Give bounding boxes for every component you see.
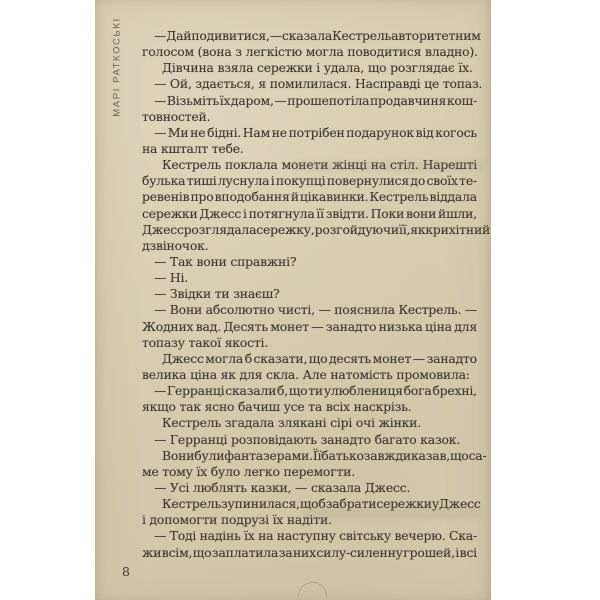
text-line: — Дай подивитися, — сказала Кестрель авторитетним: [154, 28, 481, 43]
text-line: Жодних вад. Десять монет — занадто низька ціна для: [142, 318, 477, 334]
text-line: — Ні.: [154, 270, 189, 286]
text-line: сережки Джесс і потягнула її звідти. Поки вони йшли,: [142, 205, 477, 221]
text-line: жи всім, що заплатила за них силу-силенну грошей, і всі: [142, 544, 477, 560]
text-line: якщо так ясно бачиш усе та всіх наскрізь.: [142, 399, 412, 415]
scan-smudge: [303, 508, 481, 518]
scan-smudge: [293, 161, 483, 171]
text-line: Джесс розглядала сережку, розгойдуючи її, як крихітний: [142, 221, 491, 237]
text-line: — Так вони справжні?: [154, 253, 297, 269]
text-line: Кестрель зупинилася, щоб забрати сережки у Джесс: [162, 496, 481, 512]
text-line: — Звідки ти знаєш?: [154, 286, 280, 302]
text-line: — Герранці розповідають занадто багато казок.: [154, 431, 461, 447]
text-line: — Герранці сказали б, що ти улюблениця бога брехні,: [154, 383, 477, 399]
text-line: топазу такої якості.: [142, 334, 269, 350]
text-line: — Вони абсолютно чисті, — пояснила Кестрель. —: [154, 302, 477, 318]
text-line: і допомогти подрузі їх надіти.: [142, 512, 332, 528]
page-number: 8: [122, 564, 130, 579]
text-line: голосом (вона з легкістю могла поводитися владно).: [142, 44, 478, 60]
text-line: товностей.: [142, 108, 211, 124]
text-line: — Ой, здається, я помилилася. Насправді це топаз.: [154, 76, 483, 92]
text-line: ме тому їх було легко перемогти.: [142, 463, 355, 479]
page-text-block: [142, 28, 491, 561]
text-line: Вони були фантазерами. Її батько завжди казав, що са-: [162, 447, 487, 463]
text-line: Джесс могла б сказати, що десять монет — занадто: [162, 350, 477, 366]
book-page: [95, 0, 491, 600]
scan-artifact-arc: [298, 582, 327, 597]
text-line: дзвіночок.: [142, 237, 209, 253]
text-line: на кшталт тебе.: [142, 140, 244, 156]
text-line: Кестрель згадала злякані сірі очі жінки.: [162, 415, 421, 431]
text-line: — Усі люблять казки, — сказала Джесс.: [154, 479, 411, 495]
text-line: Кестрель поклала монети жінці на стіл. Нарешті: [162, 157, 477, 173]
text-line: Дівчина взяла сережки і удала, що розглядає їх.: [162, 60, 473, 76]
text-line: велика ціна як для скла. Але натомість промовила:: [142, 366, 470, 382]
text-line: — Ми не бідні. Нам не потрібен подарунок від когось: [154, 124, 477, 140]
text-line: — Тоді надінь їх на наступну світську вечерю. Ска-: [154, 528, 477, 544]
author-name-vertical: МАРІ РАТКОСЬКІ: [111, 17, 123, 117]
text-line: — Візьміть їх даром, — прошепотіла продавчиня кош-: [154, 92, 477, 108]
text-line: ревенів про вподобання й цікавинки. Кестрель віддала: [142, 189, 477, 205]
text-line: булька тиші луснула і покупці повернулися до своїх те-: [142, 173, 477, 189]
